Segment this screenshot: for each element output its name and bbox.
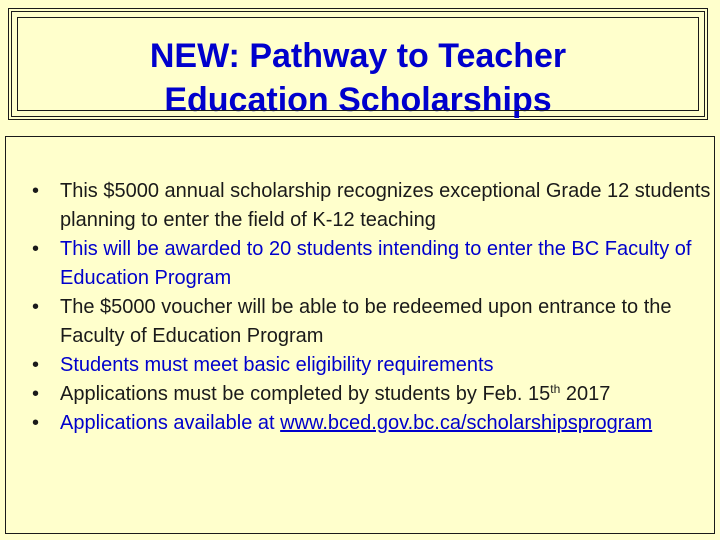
scholarship-link[interactable]: www.bced.gov.bc.ca/scholarshipsprogram	[280, 412, 653, 434]
bullet-text: Applications available at	[60, 412, 281, 434]
list-item	[32, 293, 712, 351]
list-item	[32, 177, 712, 235]
bullet-text: The $5000 voucher will be able to be redeemed upon entrance to the Faculty of Education Program	[60, 296, 672, 347]
bullet-icon: •	[32, 296, 40, 318]
list-item	[32, 380, 712, 409]
list-item	[32, 235, 712, 293]
list-item	[32, 351, 712, 380]
bullet-superscript: th	[550, 382, 561, 396]
bullet-text: This will be awarded to 20 students intending to enter the BC Faculty of Education Program	[60, 238, 692, 289]
bullet-year: 2017	[560, 383, 611, 405]
title-line-2: Education Scholarships	[164, 81, 552, 119]
bullet-icon: •	[32, 412, 40, 434]
bullet-icon: •	[32, 354, 40, 376]
bullet-icon: •	[32, 238, 40, 260]
bullet-list	[32, 177, 712, 438]
content-box	[5, 136, 715, 534]
bullet-text: This $5000 annual scholarship recognizes exceptional Grade 12 students planning to enter the field of K-12 teaching	[60, 180, 711, 231]
bullet-text: Students must meet basic eligibility requirements	[60, 354, 494, 376]
title-box	[8, 8, 708, 120]
title-line-1: NEW: Pathway to Teacher	[149, 37, 567, 75]
bullet-icon: •	[32, 180, 40, 202]
slide-title	[12, 34, 704, 122]
bullet-text: Applications must be completed by students by Feb. 15	[60, 383, 551, 405]
list-item	[32, 409, 712, 438]
bullet-icon: •	[32, 383, 40, 405]
